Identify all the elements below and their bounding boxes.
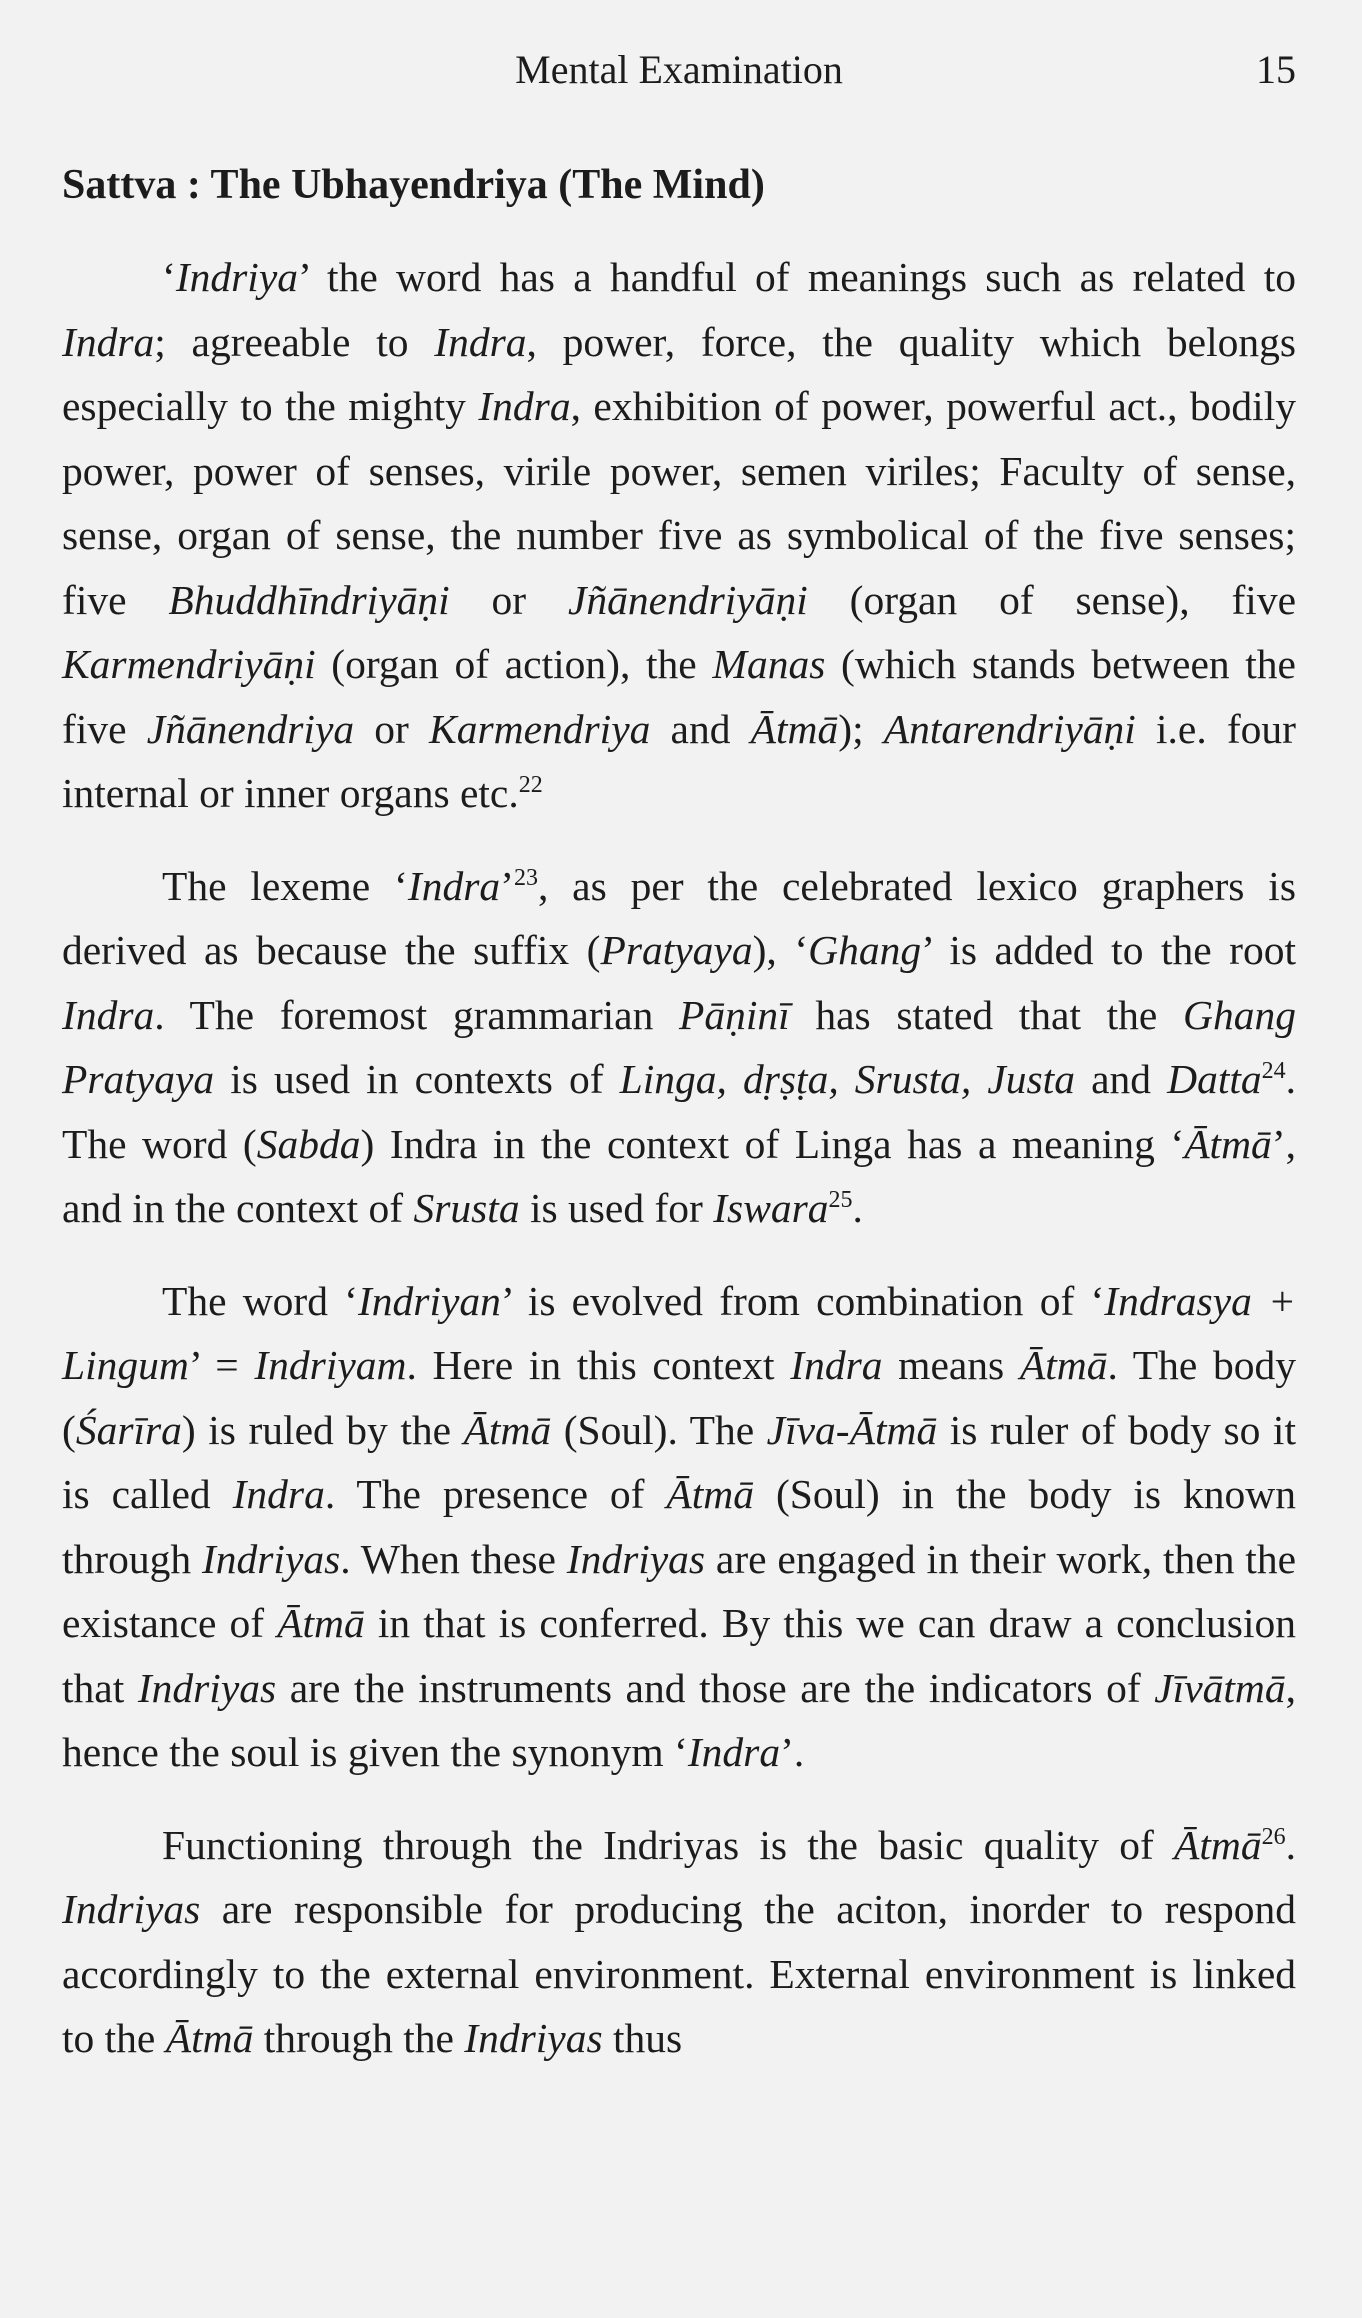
text-run: and [650,705,751,752]
text-run: . When these [340,1535,567,1582]
italic-term: Ghang [808,927,922,973]
body-text [62,245,1296,2071]
text-run: . [1285,1821,1296,1868]
text-run: ) Indra in the context of Linga has a meaning ‘ [360,1120,1185,1167]
italic-term: Jñānendriya [146,705,355,752]
italic-term: Indra [407,862,501,909]
text-run: Functioning through the Indriyas is the basic quality of [162,1821,1175,1868]
italic-term: Ātmā [1184,1120,1272,1167]
italic-term: Linga, dṛṣṭa, Srusta, Justa [619,1056,1075,1102]
running-title: Mental Examination [515,47,843,92]
italic-term: Indra [687,1729,781,1775]
paragraph [62,854,1296,1241]
text-run: . [852,1185,863,1231]
text-run: or [354,705,430,752]
text-run: and [1074,1056,1168,1102]
italic-term: Indra [790,1342,883,1388]
text-run: are responsible for producing the aciton, inorder to respond accordingly to the external environment. External environment is linked to the [62,1886,1296,2061]
text-run: , power, force, the quality which belongs especially to the mighty [62,318,1296,429]
italic-term: Sabda [256,1120,361,1167]
italic-term: Pāṇinī [679,991,790,1038]
italic-term: Indra [62,991,155,1038]
text-run: is used in contexts of [214,1056,620,1102]
text-run: ’. [780,1729,805,1775]
italic-term: Indra [62,318,155,365]
italic-term: Antarendriyāṇi [883,705,1136,752]
paragraph [62,1813,1296,2071]
text-run: in that is conferred. By this we can draw a conclusion that [62,1600,1296,1711]
italic-term: Ātmā [463,1406,552,1453]
italic-term: Jñānendriyāṇi [568,576,808,623]
page-number: 15 [1256,47,1296,92]
italic-term: Bhuddhīndriyāṇi [168,576,450,623]
italic-term: Ātmā [666,1471,755,1517]
text-run: , hence the soul is given the synonym ‘ [62,1664,1296,1775]
italic-term: Indriyas [137,1664,277,1711]
italic-term: Ghang Pratyaya [62,991,1296,1102]
text-run: (which stands between the five [62,641,1296,752]
text-run: has stated that the [789,991,1184,1038]
italic-term: Indriyas [464,2015,603,2061]
text-run: ) is ruled by the [181,1406,464,1453]
text-run: i.e. four internal or inner organs etc. [62,705,1296,816]
italic-term: Iswara [713,1185,829,1231]
text-run: The word ‘ [162,1277,358,1324]
footnote-marker: 22 [518,772,543,798]
text-run: ); [838,705,884,752]
italic-term: Indra [478,383,571,429]
italic-term: Jīvātmā [1154,1664,1286,1711]
text-run: are the instruments and those are the indicators of [276,1664,1155,1711]
text-run: . The presence of [324,1471,667,1517]
text-run: are engaged in their work, then the existance of [62,1535,1297,1646]
italic-term: Pratyaya [600,927,753,973]
text-run: thus [602,2015,683,2061]
italic-term: Karmendriyāṇi [62,641,316,687]
text-run: , as per the celebrated lexico graphers is derived as because the suffix ( [62,862,1296,973]
text-run: . The foremost grammarian [154,991,680,1038]
text-run: . The word ( [62,1056,1297,1167]
footnote-marker: 24 [1261,1058,1286,1084]
italic-term: Srusta [413,1185,520,1231]
text-run: means [882,1342,1020,1388]
running-head [62,40,1296,100]
text-run: (organ of sense), five [807,576,1297,623]
text-run: The lexeme ‘ [162,862,408,909]
italic-term: Indriyas [566,1535,706,1582]
italic-term: Jīva-Ātmā [766,1406,938,1453]
text-run: (organ of action), the [315,641,713,687]
italic-term: Datta [1167,1056,1262,1102]
italic-term: Ātmā [277,1600,365,1646]
text-run: . The body ( [62,1342,1296,1453]
paragraph [62,1269,1296,1785]
text-run: ’, and in the context of [62,1120,1296,1231]
text-run: (Soul) in the body is known through [62,1471,1296,1582]
italic-term: Indriyan [357,1277,501,1324]
italic-term: Indriya [175,254,298,300]
text-run: ’ = [188,1342,255,1388]
italic-term: Indra [434,318,527,365]
text-run: ; agreeable to [154,318,435,365]
italic-term: Indriyas [201,1535,341,1582]
italic-term: Indra [232,1471,325,1517]
italic-term: Ātmā [165,2015,254,2061]
italic-term: Karmendriya [429,705,651,752]
text-run: ’ the word has a handful of meanings such as related to [298,254,1296,300]
italic-term: Ātmā [750,705,839,752]
italic-term: Indrasya + Lingum [62,1277,1297,1388]
text-run: ), ‘ [752,927,809,973]
text-run: is used for [519,1185,714,1231]
italic-term: Indriyas [62,1886,201,1932]
italic-term: Ātmā [1019,1342,1108,1388]
italic-term: Indriyam [254,1342,407,1388]
italic-term: Śarīra [75,1406,182,1453]
footnote-marker: 23 [513,864,538,891]
text-run: . Here in this context [406,1342,791,1388]
text-run: ’ is added to the root [921,927,1297,973]
text-run: ‘ [162,254,176,300]
italic-term: Ātmā [1174,1821,1262,1868]
paragraph [62,245,1296,826]
footnote-marker: 25 [828,1187,853,1213]
text-run: through the [253,2015,465,2061]
text-run: ’ [500,862,514,909]
text-run: is ruler of body so it is called [62,1406,1296,1517]
section-heading: Sattva : The Ubhayendriya (The Mind) [62,162,765,208]
italic-term: Manas [712,641,826,687]
text-run: or [449,576,569,623]
footnote-marker: 26 [1261,1823,1286,1850]
text-run: (Soul). The [551,1406,767,1453]
text-run: ’ is evolved from combination of ‘ [500,1277,1105,1324]
text-run: , exhibition of power, powerful act., bodily power, power of senses, virile power, semen viriles; Faculty of sense, sense, organ of sense, the number five as symbolical of the five senses; five [62,383,1296,623]
